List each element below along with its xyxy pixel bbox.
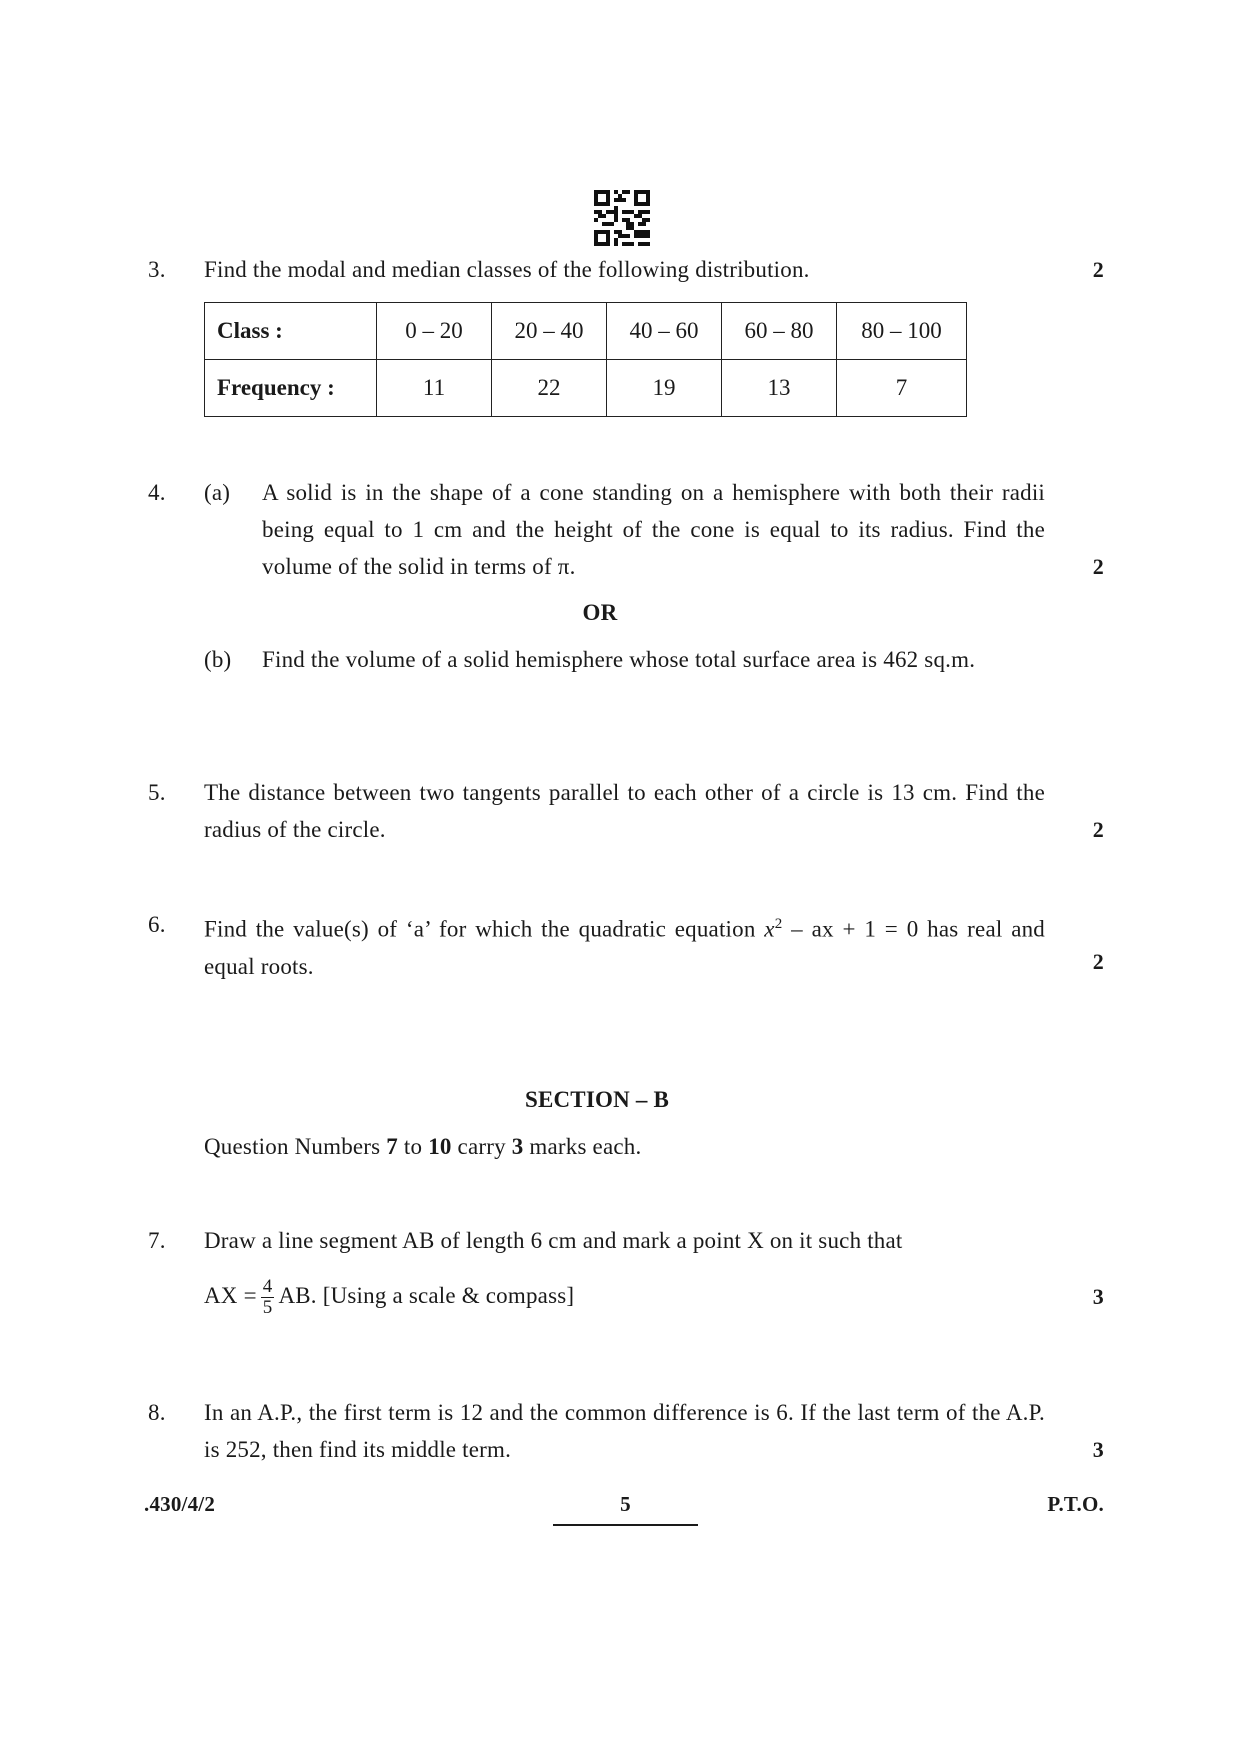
q7-number: 7.: [148, 1228, 166, 1253]
frequency-row: [205, 360, 967, 417]
frequency-cell: 13: [722, 360, 837, 417]
q6-text-before: Find the value(s) of ‘a’ for which the quadratic equation: [204, 916, 765, 942]
intro-number: 10: [428, 1134, 452, 1159]
q4-b-label: (b): [204, 647, 232, 672]
class-header: Class :: [205, 303, 377, 360]
q4-or: OR: [582, 600, 618, 625]
class-cell: 40 – 60: [607, 303, 722, 360]
frequency-cell: 11: [377, 360, 492, 417]
section-b-intro: [204, 1128, 641, 1165]
q6-superscript: 2: [774, 916, 783, 932]
frequency-cell: 22: [492, 360, 607, 417]
q4-marks: 2: [1092, 554, 1104, 579]
frequency-header: Frequency :: [205, 360, 377, 417]
q4-a-text: A solid is in the shape of a cone standing on a hemisphere with both their radii being equal to 1 cm and the height of the cone is equal to its radius. Find the volume of the solid in terms of π.: [262, 480, 1045, 579]
q4-a-label: (a): [204, 480, 231, 505]
frequency-cell: 7: [837, 360, 967, 417]
class-row: [205, 303, 967, 360]
qr-code: [594, 190, 650, 246]
q7-line2: [204, 1266, 574, 1326]
page-number: 5: [620, 1492, 631, 1516]
frequency-cell: 19: [607, 360, 722, 417]
q7-line1: Draw a line segment AB of length 6 cm and mark a point X on it such that: [204, 1228, 903, 1253]
q6-text-after: – ax + 1 = 0 has real and equal roots.: [204, 916, 1045, 979]
fraction-denominator: 5: [262, 1297, 273, 1319]
q5-text: The distance between two tangents parallel to each other of a circle is 13 cm. Find the radius of the circle.: [204, 780, 1045, 842]
q8-text: In an A.P., the first term is 12 and the common difference is 6. If the last term of the A.P. is 252, then find its middle term.: [204, 1400, 1045, 1462]
section-b-title: SECTION – B: [524, 1087, 670, 1112]
q7-ax: AX =: [204, 1283, 257, 1308]
intro-text: carry: [451, 1134, 512, 1159]
intro-text: to: [397, 1134, 429, 1159]
class-cell: 60 – 80: [722, 303, 837, 360]
page-number-underline: [553, 1524, 698, 1526]
intro-text: marks each.: [523, 1134, 642, 1159]
fraction: [261, 1277, 275, 1318]
q8-marks: 3: [1092, 1437, 1104, 1462]
class-cell: 20 – 40: [492, 303, 607, 360]
q3-number: 3.: [148, 257, 166, 282]
fraction-numerator: 4: [262, 1276, 273, 1298]
intro-number: 3: [511, 1134, 524, 1159]
pto-label: P.T.O.: [1047, 1492, 1104, 1516]
class-cell: 80 – 100: [837, 303, 967, 360]
class-cell: 0 – 20: [377, 303, 492, 360]
q6-marks: 2: [1092, 949, 1104, 974]
q3-marks: 2: [1092, 257, 1104, 282]
q6-number: 6.: [148, 912, 166, 937]
q4-number: 4.: [148, 480, 166, 505]
intro-number: 7: [386, 1134, 398, 1159]
q7-rest: AB. [Using a scale & compass]: [278, 1283, 575, 1308]
frequency-table: [204, 302, 967, 417]
q7-marks: 3: [1092, 1284, 1104, 1309]
q3-text: Find the modal and median classes of the following distribution.: [204, 257, 810, 282]
q5-marks: 2: [1092, 817, 1104, 842]
q6-text: [204, 906, 1045, 985]
q8-number: 8.: [148, 1400, 166, 1425]
paper-code: .430/4/2: [144, 1492, 216, 1516]
intro-text: Question Numbers: [204, 1134, 387, 1159]
q5-number: 5.: [148, 780, 166, 805]
q6-var-x: x: [764, 916, 775, 942]
q4-b-text: Find the volume of a solid hemisphere whose total surface area is 462 sq.m.: [262, 647, 976, 672]
